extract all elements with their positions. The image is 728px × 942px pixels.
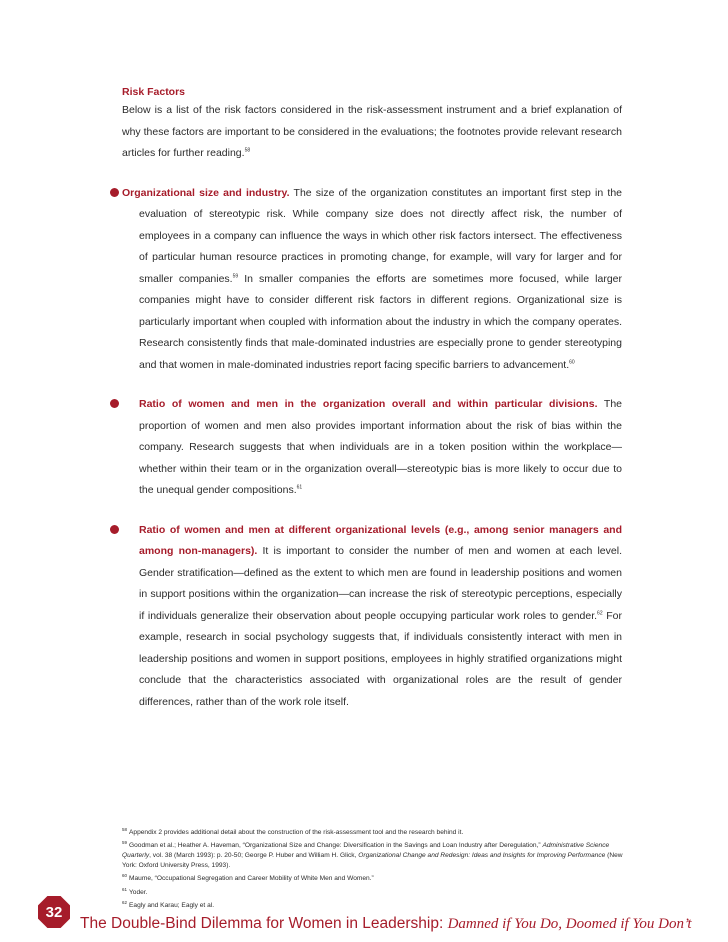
main-content — [122, 84, 622, 713]
footer-subtitle: Damned if You Do, Doomed if You Don’t — [447, 916, 692, 932]
footnote-ref: 60 — [569, 359, 575, 365]
page-number: 32 — [45, 903, 63, 921]
footnote-62: $^{62}$ Eagly and Karau; Eagly et al. — [122, 899, 215, 909]
footnote-ref: 62 — [597, 610, 603, 616]
footnote-ref: 59 — [232, 273, 239, 279]
bullet-dot-icon — [110, 525, 119, 534]
footer-title: The Double-Bind Dilemma for Women in Leadership: Damned if You Do, Doomed if You Don’t — [80, 915, 692, 932]
footnote-60: $^{60}$ Maume, “Occupational Segregation and Career Mobility of White Men and Women.” — [122, 873, 374, 883]
footnote-59: $^{59}$ Goodman et al.; Heather A. Haveman, “Organizational Size and Change: Diversification in the Savings and Loan Industry after Deregulation,” Administrative Science Quarterly, vol. 38 (March 1993): p. 20-50; George P. Huber and William H. Glick, Organizational Change and Redesign: Ideas and Insights for Improving Performance (New York: Oxford University Press, 1993). — [122, 840, 623, 870]
footnote-61: $^{61}$ Yoder. — [122, 886, 148, 896]
bullet-item-size-industry: Organizational size and industry. The size of the organization constitutes an important first step in the evaluation of stereotypic risk. While company size does not directly affect risk, the number of employees in a company can influence the ways in which other risk factors intersect. The effectiveness of particular human resource practices in promoting change, for example, will vary for larger and for smaller companies.$^{59}$ In smaller companies the efforts are sometimes more focused, while larger companies might have to consider different risk factors in different regions. Organizational size is particularly important when coupled with information about the industry in which the company operates. Research consistently finds that male-dominated industries are especially prone to gender stereotyping and that women in male-dominated industries report facing specific barriers to advancement.$^{60}$ — [122, 183, 622, 377]
section-heading: Risk Factors — [122, 86, 186, 98]
bullet-lead: Organizational size and industry. — [122, 186, 290, 199]
footnotes — [122, 825, 627, 911]
footnote-ref: 58 — [244, 147, 251, 154]
bullet-lead: Ratio of women and men in the organization overall and within particular divisions. — [139, 398, 598, 410]
bullet-dot-icon — [110, 188, 119, 197]
footnote-ref: 61 — [296, 484, 303, 491]
bullet-lead: Ratio of women and men at different organizational levels (e.g., among senior managers and among non-managers). — [139, 523, 622, 557]
footnote-58: $^{58}$ Appendix 2 provides additional detail about the construction of the risk-assessment tool and the research behind it. — [122, 827, 464, 837]
bullet-dot-icon — [110, 399, 119, 408]
intro-paragraph: Below is a list of the risk factors considered in the risk-assessment instrument and a brief explanation of why these factors are important to be considered in the evaluations; the footnotes provide relevant research articles for further reading.$^{58}$ — [122, 104, 622, 159]
bullet-item-ratio-overall: Ratio of women and men in the organization overall and within particular divisions. The proportion of women and men also provides important information about the risk of bias within the company. Research suggests that when individuals are in a token position within the workplace—whether within their team or in the organization overall—stereotypic bias is more likely to occur due to the unequal gender compositions.$^{61}$ — [122, 394, 622, 502]
bullet-item-ratio-levels: Ratio of women and men at different organizational levels (e.g., among senior managers and among non-managers). It is important to consider the number of men and women at each level. Gender stratification—defined as the extent to which men are found in leadership positions and women in support positions within the organization—can increase the risk of stereotypic perceptions, especially if individuals generalize their observation about people occupying particular work roles to gender.$^{62}$ For example, research in social psychology suggests that, if individuals consistently interact with men in leadership positions and women in support positions, employees in highly stratified organizations might conclude that the characteristics associated with organizational roles are the result of gender differences, rather than of the work role itself. — [122, 520, 622, 714]
